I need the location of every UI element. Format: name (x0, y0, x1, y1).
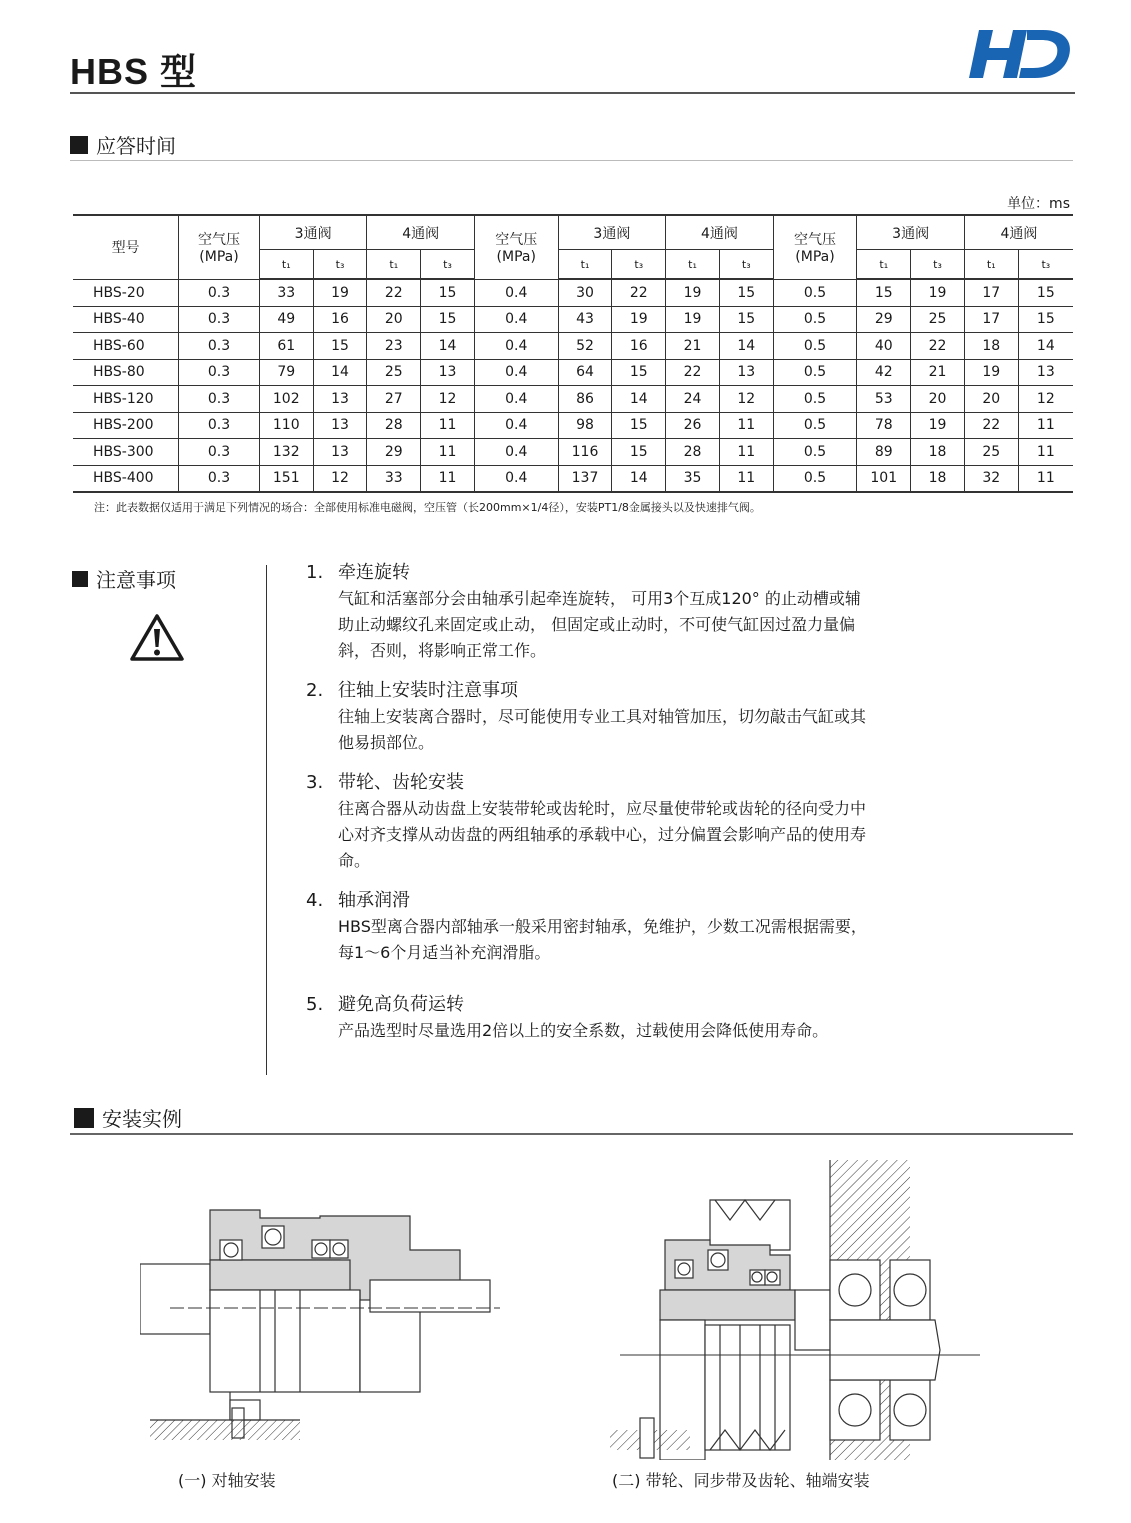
value-cell: 22 (911, 333, 965, 360)
header-t3: t₃ (313, 250, 367, 280)
caution-item-heading: 往轴上安装时注意事项 (338, 680, 518, 701)
value-cell: 19 (313, 279, 367, 306)
model-cell: HBS-300 (73, 439, 179, 466)
value-cell: 13 (313, 386, 367, 413)
value-cell: 19 (911, 412, 965, 439)
value-cell: 22 (964, 412, 1018, 439)
caution-item-heading: 避免高负荷运转 (338, 994, 464, 1015)
value-cell: 26 (666, 412, 720, 439)
header-4way-valve: 4通阀 (964, 215, 1073, 250)
pressure-cell: 0.4 (474, 439, 558, 466)
pressure-cell: 0.3 (179, 359, 260, 386)
value-cell: 33 (259, 279, 313, 306)
model-cell: HBS-40 (73, 306, 179, 333)
value-cell: 25 (964, 439, 1018, 466)
value-cell: 23 (367, 333, 421, 360)
value-cell: 13 (1018, 359, 1073, 386)
header-3way-valve: 3通阀 (259, 215, 367, 250)
value-cell: 89 (857, 439, 911, 466)
pressure-cell: 0.3 (179, 306, 260, 333)
value-cell: 14 (612, 465, 666, 492)
value-cell: 15 (719, 279, 773, 306)
value-cell: 15 (612, 359, 666, 386)
value-cell: 11 (719, 465, 773, 492)
unit-label: 单位：ms (1007, 196, 1070, 212)
caution-item-title (306, 992, 876, 1018)
value-cell: 43 (558, 306, 612, 333)
value-cell: 101 (857, 465, 911, 492)
header-divider (70, 92, 1075, 94)
value-cell: 32 (964, 465, 1018, 492)
value-cell: 19 (612, 306, 666, 333)
value-cell: 53 (857, 386, 911, 413)
value-cell: 18 (911, 439, 965, 466)
pressure-cell: 0.3 (179, 439, 260, 466)
value-cell: 15 (857, 279, 911, 306)
value-cell: 14 (313, 359, 367, 386)
pulley-installation-diagram (600, 1160, 980, 1460)
value-cell: 29 (367, 439, 421, 466)
value-cell: 25 (911, 306, 965, 333)
value-cell: 13 (313, 439, 367, 466)
caution-item-number: 5. (306, 994, 324, 1015)
value-cell: 35 (666, 465, 720, 492)
caution-item (306, 560, 876, 664)
value-cell: 13 (719, 359, 773, 386)
value-cell: 12 (421, 386, 475, 413)
table-row (73, 333, 1073, 360)
value-cell: 11 (1018, 412, 1073, 439)
caution-item-title (306, 770, 876, 796)
value-cell: 16 (612, 333, 666, 360)
value-cell: 24 (666, 386, 720, 413)
value-cell: 19 (964, 359, 1018, 386)
value-cell: 13 (313, 412, 367, 439)
value-cell: 11 (421, 412, 475, 439)
section-divider (70, 160, 1073, 161)
pressure-cell: 0.4 (474, 359, 558, 386)
table-row (73, 359, 1073, 386)
pressure-cell: 0.3 (179, 386, 260, 413)
pressure-cell: 0.5 (773, 412, 857, 439)
value-cell: 19 (911, 279, 965, 306)
header-t3: t₃ (421, 250, 475, 280)
pressure-cell: 0.3 (179, 412, 260, 439)
header-3way-valve: 3通阀 (857, 215, 965, 250)
value-cell: 15 (1018, 306, 1073, 333)
header-3way-valve: 3通阀 (558, 215, 666, 250)
value-cell: 15 (1018, 279, 1073, 306)
pressure-cell: 0.3 (179, 465, 260, 492)
value-cell: 11 (1018, 439, 1073, 466)
value-cell: 16 (313, 306, 367, 333)
caution-item-body: 往离合器从动齿盘上安装带轮或齿轮时，应尽量使带轮或齿轮的径向受力中心对齐支撑从动齿盘的两组轴承的承载中心，过分偏置会影响产品的使用寿命。 (338, 799, 867, 870)
response-time-table (73, 214, 1073, 493)
value-cell: 21 (911, 359, 965, 386)
section-installation (74, 1103, 182, 1132)
table-row (73, 412, 1073, 439)
caution-item-number: 4. (306, 890, 324, 911)
caution-item (306, 888, 876, 966)
caution-item (306, 678, 876, 756)
value-cell: 11 (1018, 465, 1073, 492)
header-air-pressure: 空气压 (MPa) (179, 215, 260, 279)
value-cell: 22 (666, 359, 720, 386)
value-cell: 29 (857, 306, 911, 333)
value-cell: 86 (558, 386, 612, 413)
model-cell: HBS-120 (73, 386, 179, 413)
header-model: 型号 (73, 215, 179, 279)
value-cell: 25 (367, 359, 421, 386)
table-row (73, 439, 1073, 466)
model-cell: HBS-200 (73, 412, 179, 439)
cautions-divider (266, 565, 267, 1075)
value-cell: 19 (666, 279, 720, 306)
table-row (73, 386, 1073, 413)
caution-item-body: 气缸和活塞部分会由轴承引起牵连旋转， 可用3个互成120° 的止动槽或辅助止动螺纹孔来固定或止动， 但固定或止动时，不可使气缸因过盈力量偏斜，否则，将影响正常工作。 (338, 589, 861, 660)
pressure-cell: 0.5 (773, 306, 857, 333)
caution-item-heading: 带轮、齿轮安装 (338, 772, 464, 793)
header-4way-valve: 4通阀 (367, 215, 475, 250)
section-response-time (70, 130, 176, 159)
value-cell: 18 (964, 333, 1018, 360)
caution-list (306, 560, 876, 1058)
value-cell: 102 (259, 386, 313, 413)
page-title: HBS 型 (70, 51, 198, 92)
value-cell: 15 (719, 306, 773, 333)
section-title: 安装实例 (102, 1107, 182, 1131)
header-t3: t₃ (911, 250, 965, 280)
caution-item-body: 产品选型时尽量选用2倍以上的安全系数，过载使用会降低使用寿命。 (338, 1021, 829, 1040)
value-cell: 40 (857, 333, 911, 360)
model-cell: HBS-20 (73, 279, 179, 306)
header-t1: t₁ (666, 250, 720, 280)
caution-item-heading: 牵连旋转 (338, 562, 410, 583)
value-cell: 11 (421, 465, 475, 492)
caution-item-body: 往轴上安装离合器时，尽可能使用专业工具对轴管加压，切勿敲击气缸或其他易损部位。 (338, 707, 867, 752)
value-cell: 14 (719, 333, 773, 360)
warning-triangle-icon (128, 612, 186, 664)
section-bullet-icon (72, 571, 88, 587)
caution-item-number: 2. (306, 680, 324, 701)
value-cell: 15 (612, 439, 666, 466)
pressure-cell: 0.3 (179, 279, 260, 306)
value-cell: 12 (313, 465, 367, 492)
value-cell: 20 (911, 386, 965, 413)
section-cautions (72, 564, 176, 593)
caution-item-heading: 轴承润滑 (338, 890, 410, 911)
pressure-cell: 0.4 (474, 386, 558, 413)
header-t1: t₁ (964, 250, 1018, 280)
pressure-cell: 0.3 (179, 333, 260, 360)
value-cell: 13 (421, 359, 475, 386)
value-cell: 33 (367, 465, 421, 492)
value-cell: 20 (964, 386, 1018, 413)
caution-item-title (306, 888, 876, 914)
pressure-cell: 0.4 (474, 279, 558, 306)
value-cell: 14 (421, 333, 475, 360)
value-cell: 28 (666, 439, 720, 466)
value-cell: 21 (666, 333, 720, 360)
header-air-pressure: 空气压 (MPa) (474, 215, 558, 279)
value-cell: 12 (719, 386, 773, 413)
pressure-cell: 0.5 (773, 386, 857, 413)
pressure-cell: 0.4 (474, 412, 558, 439)
header-air-pressure: 空气压 (MPa) (773, 215, 857, 279)
value-cell: 116 (558, 439, 612, 466)
value-cell: 15 (421, 279, 475, 306)
value-cell: 28 (367, 412, 421, 439)
value-cell: 12 (1018, 386, 1073, 413)
section-bullet-icon (70, 136, 88, 154)
value-cell: 15 (421, 306, 475, 333)
value-cell: 15 (313, 333, 367, 360)
caution-item-number: 1. (306, 562, 324, 583)
value-cell: 27 (367, 386, 421, 413)
value-cell: 22 (612, 279, 666, 306)
pressure-cell: 0.5 (773, 439, 857, 466)
table-footnote: 注：此表数据仅适用于满足下列情况的场合：全部使用标准电磁阀，空压管（长200mm×1/4径），安装PT1/8金属接头以及快速排气阀。 (94, 501, 761, 514)
caution-item (306, 992, 876, 1044)
value-cell: 52 (558, 333, 612, 360)
hd-logo-icon (965, 28, 1073, 80)
section-divider (70, 1133, 1073, 1135)
caution-item-body: HBS型离合器内部轴承一般采用密封轴承，免维护，少数工况需根据需要，每1～6个月适当补充润滑脂。 (338, 917, 867, 962)
value-cell: 18 (911, 465, 965, 492)
caution-item-number: 3. (306, 772, 324, 793)
pressure-cell: 0.5 (773, 333, 857, 360)
shaft-installation-diagram (140, 1200, 500, 1450)
value-cell: 49 (259, 306, 313, 333)
header-t1: t₁ (259, 250, 313, 280)
section-title: 注意事项 (96, 568, 176, 592)
value-cell: 30 (558, 279, 612, 306)
value-cell: 110 (259, 412, 313, 439)
value-cell: 19 (666, 306, 720, 333)
pressure-cell: 0.5 (773, 465, 857, 492)
value-cell: 14 (612, 386, 666, 413)
pressure-cell: 0.4 (474, 333, 558, 360)
pressure-cell: 0.4 (474, 465, 558, 492)
value-cell: 11 (719, 412, 773, 439)
value-cell: 78 (857, 412, 911, 439)
section-bullet-icon (74, 1108, 94, 1128)
model-cell: HBS-80 (73, 359, 179, 386)
header-4way-valve: 4通阀 (666, 215, 774, 250)
header-t1: t₁ (367, 250, 421, 280)
value-cell: 61 (259, 333, 313, 360)
caution-item-title (306, 678, 876, 704)
value-cell: 42 (857, 359, 911, 386)
value-cell: 98 (558, 412, 612, 439)
header-t1: t₁ (558, 250, 612, 280)
header-t3: t₃ (612, 250, 666, 280)
pressure-cell: 0.5 (773, 279, 857, 306)
value-cell: 17 (964, 279, 1018, 306)
caution-item (306, 770, 876, 874)
value-cell: 79 (259, 359, 313, 386)
model-cell: HBS-400 (73, 465, 179, 492)
value-cell: 11 (421, 439, 475, 466)
model-cell: HBS-60 (73, 333, 179, 360)
diagram-caption: (二) 带轮、同步带及齿轮、轴端安装 (612, 1471, 870, 1490)
value-cell: 64 (558, 359, 612, 386)
header-t3: t₃ (719, 250, 773, 280)
caution-item-title (306, 560, 876, 586)
value-cell: 151 (259, 465, 313, 492)
value-cell: 14 (1018, 333, 1073, 360)
value-cell: 22 (367, 279, 421, 306)
value-cell: 132 (259, 439, 313, 466)
value-cell: 137 (558, 465, 612, 492)
diagram-caption: (一) 对轴安装 (178, 1471, 276, 1490)
value-cell: 20 (367, 306, 421, 333)
table-row (73, 465, 1073, 492)
value-cell: 11 (719, 439, 773, 466)
header-t3: t₃ (1018, 250, 1073, 280)
pressure-cell: 0.5 (773, 359, 857, 386)
section-title: 应答时间 (96, 134, 176, 158)
table-row (73, 279, 1073, 306)
pressure-cell: 0.4 (474, 306, 558, 333)
value-cell: 17 (964, 306, 1018, 333)
header-t1: t₁ (857, 250, 911, 280)
table-row (73, 306, 1073, 333)
value-cell: 15 (612, 412, 666, 439)
